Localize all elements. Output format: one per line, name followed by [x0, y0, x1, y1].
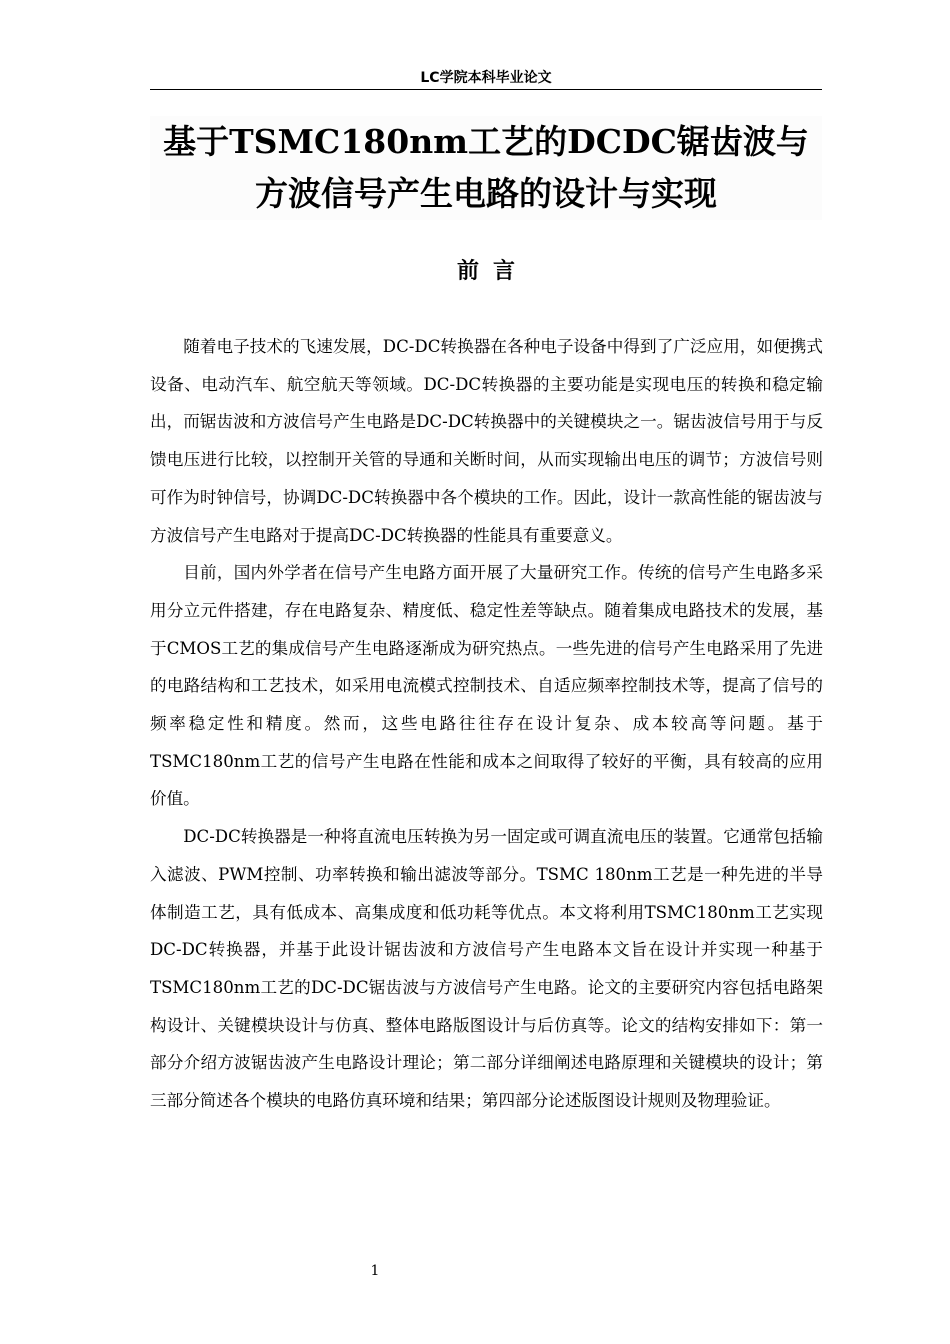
running-header: LC学院本科毕业论文: [420, 70, 552, 86]
title-line-2: 方波信号产生电路的设计与实现: [255, 174, 717, 213]
body-text: [150, 328, 823, 1120]
paragraph-1: 随着电子技术的飞速发展，DC-DC转换器在各种电子设备中得到了广泛应用，如便携式设备、电动汽车、航空航天等领域。DC-DC转换器的主要功能是实现电压的转换和稳定输出，而锯齿波和方波信号产生电路是DC-DC转换器中的关键模块之一。锯齿波信号用于与反馈电压进行比较，以控制开关管的导通和关断时间，从而实现输出电压的调节；方波信号则可作为时钟信号，协调DC-DC转换器中各个模块的工作。因此，设计一款高性能的锯齿波与方波信号产生电路对于提高DC-DC转换器的性能具有重要意义。: [150, 337, 823, 545]
section-heading: 前言: [456, 258, 529, 284]
header-rule: [150, 89, 822, 90]
paragraph-3: DC-DC转换器是一种将直流电压转换为另一固定或可调直流电压的装置。它通常包括输入滤波、PWM控制、功率转换和输出滤波等部分。TSMC 180nm工艺是一种先进的半导体制造工艺，具有低成本、高集成度和低功耗等优点。本文将利用TSMC180nm工艺实现DC-DC转换器，并基于此设计锯齿波和方波信号产生电路本文旨在设计并实现一种基于TSMC180nm工艺的DC-DC锯齿波与方波信号产生电路。论文的主要研究内容包括电路架构设计、关键模块设计与仿真、整体电路版图设计与后仿真等。论文的结构安排如下：第一部分介绍方波锯齿波产生电路设计理论；第二部分详细阐述电路原理和关键模块的设计；第三部分简述各个模块的电路仿真环境和结果；第四部分论述版图设计规则及物理验证。: [150, 827, 823, 1111]
page-number: 1: [370, 1263, 380, 1279]
document-title: [150, 116, 822, 220]
title-line-1: 基于TSMC180nm工艺的DCDC锯齿波与: [163, 122, 809, 161]
paragraph-2: 目前，国内外学者在信号产生电路方面开展了大量研究工作。传统的信号产生电路多采用分立元件搭建，存在电路复杂、精度低、稳定性差等缺点。随着集成电路技术的发展，基于CMOS工艺的集成信号产生电路逐渐成为研究热点。一些先进的信号产生电路采用了先进的电路结构和工艺技术，如采用电流模式控制技术、自适应频率控制技术等，提高了信号的频率稳定性和精度。然而，这些电路往往存在设计复杂、成本较高等问题。基于TSMC180nm工艺的信号产生电路在性能和成本之间取得了较好的平衡，具有较高的应用价值。: [150, 563, 823, 809]
